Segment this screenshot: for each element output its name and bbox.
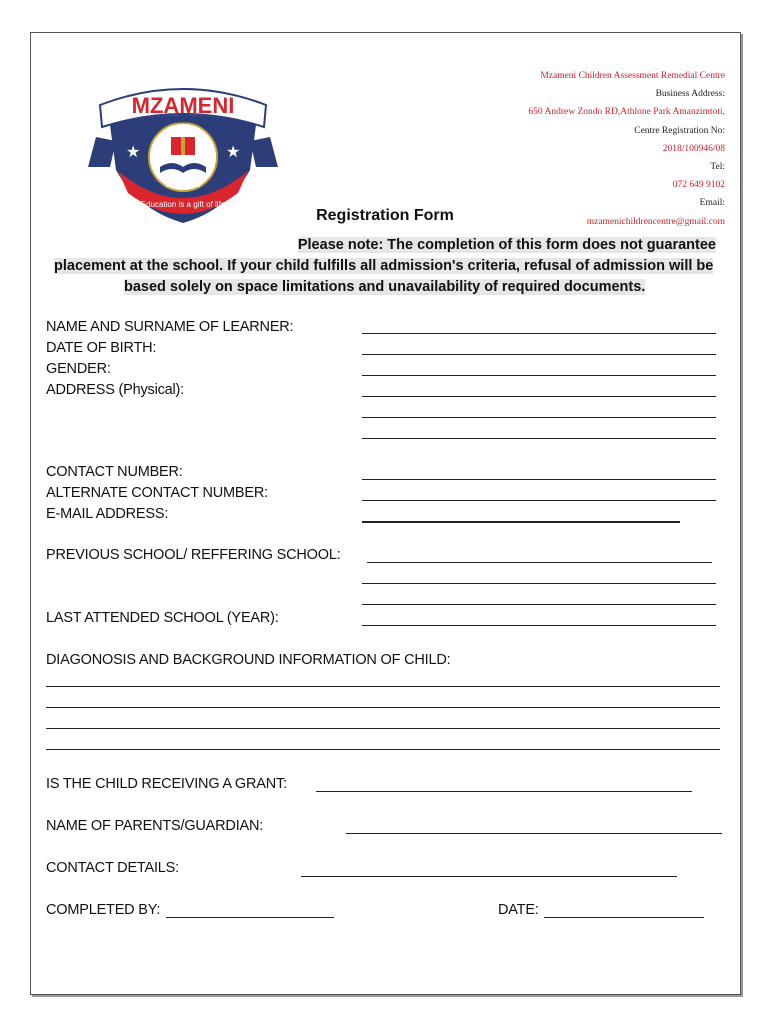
learner-name-label: NAME AND SURNAME OF LEARNER: — [46, 319, 294, 335]
business-address-label: Business Address: — [655, 89, 725, 100]
logo-name: MZAMENI — [131, 93, 235, 118]
date-field[interactable] — [544, 917, 704, 918]
alt-contact-label: ALTERNATE CONTACT NUMBER: — [46, 485, 268, 501]
address-field-line-3[interactable] — [362, 438, 716, 439]
note-line-3: based solely on space limitations and unavailability of required documents. — [124, 279, 646, 295]
gender-label: GENDER: — [46, 361, 111, 377]
ribbon-right — [250, 137, 278, 167]
address-label: ADDRESS (Physical): — [46, 382, 185, 398]
completed-by-label: COMPLETED BY: — [46, 902, 161, 918]
gender-field[interactable] — [362, 375, 716, 376]
tel-label: Tel: — [710, 162, 725, 173]
email-field-label: E-MAIL ADDRESS: — [46, 506, 169, 522]
alt-contact-field[interactable] — [362, 500, 716, 501]
dob-label: DATE OF BIRTH: — [46, 340, 157, 356]
learner-name-field[interactable] — [362, 333, 716, 334]
diagnosis-field-line-4[interactable] — [46, 749, 720, 750]
note-line-2: placement at the school. If your child fulfills all admission's criteria, refusal of admission will be — [54, 258, 714, 274]
contact-details-label: CONTACT DETAILS: — [46, 860, 179, 876]
star-icon: ★ — [126, 142, 141, 161]
email-address: mzamenichildrencentre@gmail.com — [586, 216, 725, 227]
school-logo — [88, 75, 278, 225]
form-title: Registration Form — [316, 207, 454, 224]
date-label: DATE: — [498, 902, 539, 918]
note-line-1: Please note: The completion of this form does not guarantee — [297, 237, 716, 253]
address-field-line-1[interactable] — [362, 396, 716, 397]
contact-number-label: CONTACT NUMBER: — [46, 464, 183, 480]
contact-number-field[interactable] — [362, 479, 716, 480]
parents-field[interactable] — [346, 833, 722, 834]
previous-school-field-line-3[interactable] — [362, 604, 716, 605]
tel-number: 072 649 9102 — [672, 180, 725, 191]
business-address: 650 Andrew Zondo RD,Athlone Park Amanzimtoti, — [528, 107, 725, 118]
star-icon: ★ — [226, 142, 241, 161]
grant-field[interactable] — [316, 791, 692, 792]
last-school-label: LAST ATTENDED SCHOOL (YEAR): — [46, 610, 279, 626]
previous-school-field-line-2[interactable] — [362, 583, 716, 584]
completed-by-field[interactable] — [166, 917, 334, 918]
diagnosis-field-line-2[interactable] — [46, 707, 720, 708]
logo-since: Since 2018 — [165, 182, 201, 189]
registration-number: 2018/100946/08 — [662, 143, 725, 154]
diagnosis-field-line-3[interactable] — [46, 728, 720, 729]
dob-field[interactable] — [362, 354, 716, 355]
ribbon-left — [88, 137, 116, 167]
grant-label: IS THE CHILD RECEIVING A GRANT: — [46, 776, 287, 792]
parents-label: NAME OF PARENTS/GUARDIAN: — [46, 818, 264, 834]
logo-subtitle: CHILDREN ASSESSMENT REMEDIAL CENTRE — [133, 119, 233, 124]
previous-school-field-line-1[interactable] — [367, 562, 712, 563]
contact-details-field[interactable] — [301, 876, 677, 877]
previous-school-label: PREVIOUS SCHOOL/ REFFERING SCHOOL: — [46, 547, 341, 563]
address-field-line-2[interactable] — [362, 417, 716, 418]
centre-name: Mzameni Children Assessment Remedial Centre — [540, 71, 725, 81]
diagnosis-label: DIAGONOSIS AND BACKGROUND INFORMATION OF CHILD: — [46, 652, 451, 668]
email-label: Email: — [699, 198, 725, 209]
logo-motto: Education is a gift of life — [140, 200, 226, 209]
diagnosis-field-line-1[interactable] — [46, 686, 720, 687]
last-school-field[interactable] — [362, 625, 716, 626]
emblem-circle — [149, 123, 217, 191]
email-field[interactable] — [362, 521, 680, 523]
registration-label: Centre Registration No: — [634, 125, 725, 136]
